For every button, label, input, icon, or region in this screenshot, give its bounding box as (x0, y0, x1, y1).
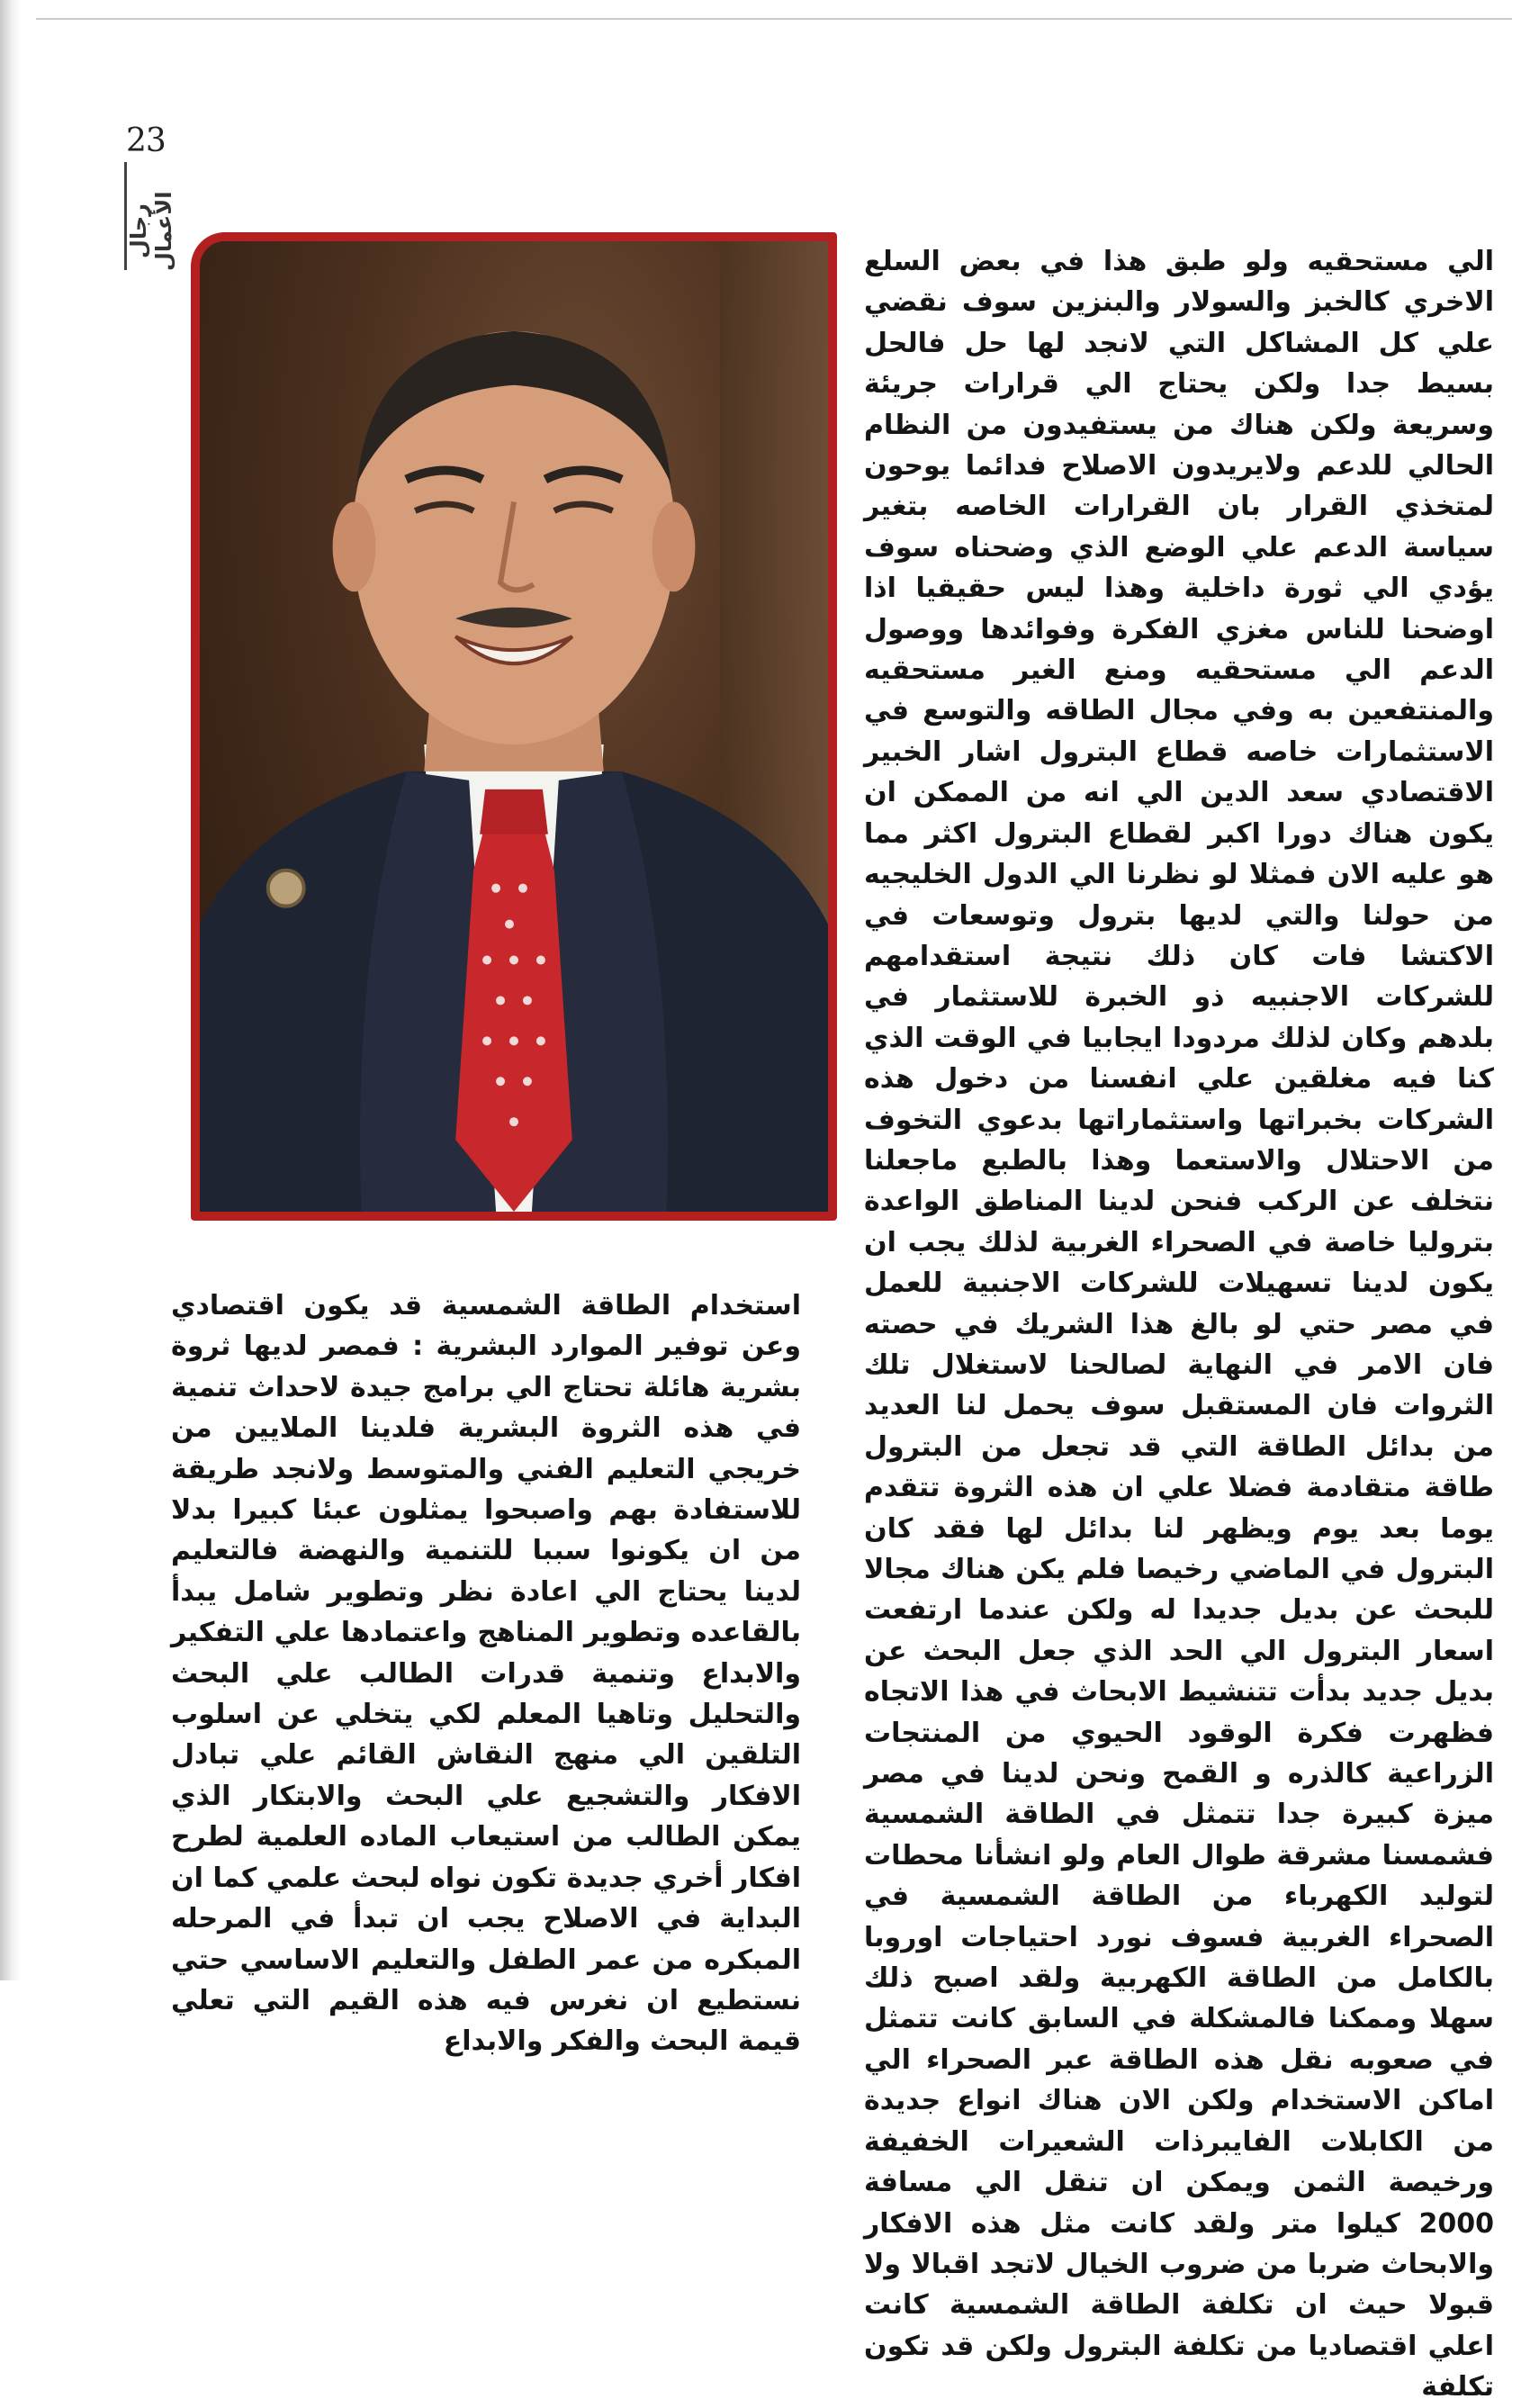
article-text-bottom: استخدام الطاقة الشمسية قد يكون اقتصادي وعن توفير الموارد البشرية : فمصر لديها ثروة بشرية هائلة تحتاج الي برامج جيدة لاحداث تنمية في هذه الثروة البشرية فلدينا الملايين من خريجي التعليم الفني والمتوسط ولانجد طريقة للاستفادة بهم واصبحوا يمثلون عبئا كبيرا بدلا من ان يكونوا سببا للتنمية والنهضة فالتعليم لدينا يحتاج الي اعادة نظر وتطوير شامل يبدأ بالقاعده وتطوير المناهج واعتمادها علي التفكير والابداع وتنمية قدرات الطالب علي البحث والتحليل وتاهيا المعلم لكي يتخلي عن اسلوب التلقين الي منهج النقاش القائم علي تبادل الافكار والتشجيع علي البحث والابتكار الذي يمكن الطالب من استيعاب الماده العلمية لطرح افكار أخري جديدة تكون نواه لبحث علمي كما ان البداية في الاصلاح يجب ان تبدأ في المرحله المبكره من عمر الطفل والتعليم الاساسي حتي نستطيع ان نغرس فيه هذه القيم التي تعلي قيمة البحث والفكر والابداع (171, 1290, 801, 2058)
portrait-photo-icon (200, 241, 828, 1212)
page-number: 23 (126, 122, 166, 159)
top-rule (36, 18, 1512, 20)
article-column-right (864, 241, 1494, 2408)
section-name: رجال الأعمال (126, 191, 176, 272)
article-column-bottom (171, 1285, 801, 2062)
scan-edge (0, 0, 20, 1980)
portrait-photo (191, 232, 837, 1221)
article-text-right: الي مستحقيه ولو طبق هذا في بعض السلع الاخري كالخبز والسولار والبنزين سوف نقضي علي كل المشاكل التي لانجد لها حل فالحل بسيط جدا ولكن يحتاج الي قرارات جريئة وسريعة ولكن هناك من يستفيدون من النظام الحالي للدعم ولايريدون الاصلاح فدائما يوحون لمتخذي القرار بان القرارات الخاصه بتغير سياسة الدعم علي الوضع الذي وضحناه سوف يؤدي الي ثورة داخلية وهذا ليس حقيقيا اذا اوضحنا للناس مغزي الفكرة وفوائدها ووصول الدعم الي مستحقيه ومنع الغير مستحقيه والمنتفعين به وفي مجال الطاقه والتوسع في الاستثمارات خاصه قطاع البترول اشار الخبير الاقتصادي سعد الدين الي انه من الممكن ان يكون هناك دورا اكبر لقطاع البترول اكثر مما هو عليه الان فمثلا لو نظرنا الي الدول الخليجيه من حولنا والتي لديها بترول وتوسعات في الاكتشا فات كان ذلك نتيجة استقدامهم للشركات الاجنبيه ذو الخبرة للاستثمار في بلدهم وكان لذلك مردودا ايجابيا في الوقت الذي كنا فيه مغلقين علي انفسنا من دخول هذه الشركات بخبراتها واستثماراتها بدعوي التخوف من الاحتلال والاستعما وهذا بالطبع ماجعلنا نتخلف عن الركب فنحن لدينا المناطق الواعدة بتروليا خاصة في الصحراء الغربية لذلك يجب ان يكون لدينا تسهيلات للشركات الاجنبية للعمل في مصر حتي لو بالغ هذا الشريك في حصته فان الامر في النهاية لصالحنا لاستغلال تلك الثروات فان المستقبل سوف يحمل لنا العديد من بدائل الطاقة التي قد تجعل من البترول طاقة متقادمة فضلا علي ان هذه الثروة تتقدم يوما بعد يوم ويظهر لنا بدائل لها فقد كان البترول في الماضي رخيصا فلم يكن هناك مجالا للبحث عن بديل جديدا له ولكن عندما ارتفعت اسعار البترول الي الحد الذي جعل البحث عن بديل جديد بدأت تتنشيط الابحاث في هذا الاتجاه فظهرت فكرة الوقود الحيوي من المنتجات الزراعية كالذره و القمح ونحن لدينا في مصر ميزة كبيرة جدا تتمثل في الطاقة الشمسية فشمسنا مشرقة طوال العام ولو انشأنا محطات لتوليد الكهرباء من الطاقة الشمسية في الصحراء الغربية فسوف نورد احتياجات اوروبا بالكامل من الطاقة الكهربية ولقد اصبح ذلك سهلا وممكنا فالمشكلة في السابق كانت تتمثل في صعوبه نقل هذه الطاقة عبر الصحراء الي اماكن الاستخدام ولكن الان هناك انواع جديدة من الكابلات الفايبرذات الشعيرات الخفيفة ورخيصة الثمن ويمكن ان تنقل الي مسافة 2000 كيلوا متر ولقد كانت مثل هذه الافكار والابحاث ضربا من ضروب الخيال لاتجد اقبالا ولا قبولا حيث ان تكلفة الطاقة الشمسية كانت اعلي اقتصاديا من تكلفة البترول ولكن قد تكون تكلفة (864, 246, 1494, 2403)
